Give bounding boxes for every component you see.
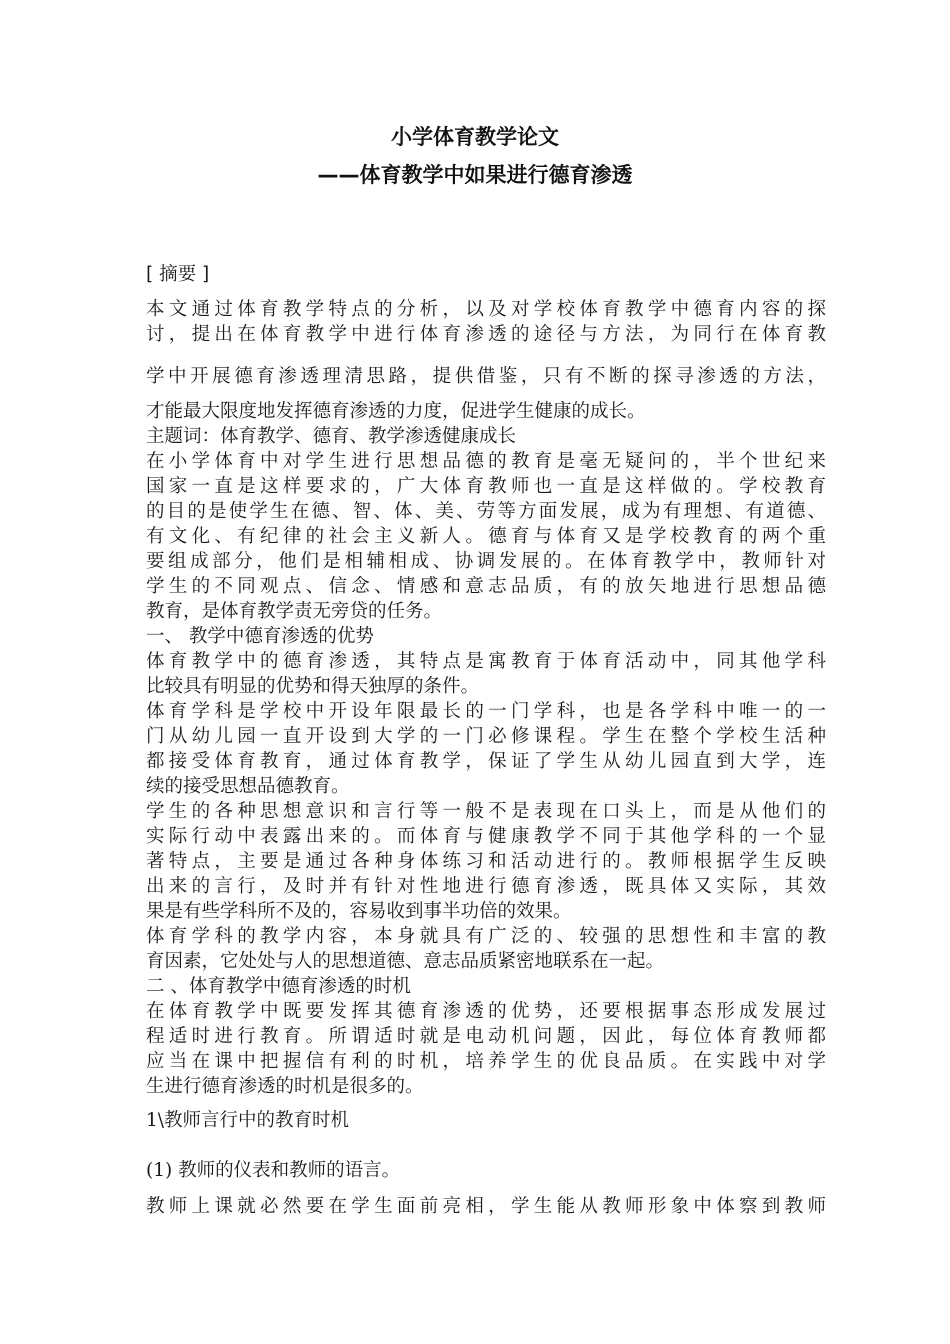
body-line: 门从幼儿园一直开设到大学的一门必修课程。学生在整个学校生活种 xyxy=(146,726,826,747)
body-line: 果是有些学科所不及的，容易收到事半功倍的效果。 xyxy=(146,901,572,922)
body-line: 体育学科是学校中开设年限最长的一门学科，也是各学科中唯一的一 xyxy=(146,701,826,722)
body-line: 国家一直是这样要求的，广大体育教师也一直是这样做的。学校教育 xyxy=(146,476,826,497)
body-line: 在体育教学中既要发挥其德育渗透的优势，还要根据事态形成发展过 xyxy=(146,1001,826,1022)
subsection-heading-text: 1\教师言行中的教育时机 xyxy=(146,1110,350,1131)
sub-item xyxy=(146,1158,826,1183)
paragraph-start xyxy=(146,1194,826,1219)
body-line: 出来的言行，及时并有针对性地进行德育渗透，既具体又实际，其效 xyxy=(146,876,826,897)
abstract-label: [ 摘要 ] xyxy=(146,264,210,285)
abstract-line: 本文通过体育教学特点的分析，以及对学校体育教学中德育内容的探 xyxy=(146,299,826,320)
document-title: 小学体育教学论文 xyxy=(391,125,559,149)
abstract-line: 讨，提出在体育教学中进行体育渗透的途径与方法，为同行在体育教 xyxy=(146,324,826,345)
body-text xyxy=(146,424,826,1099)
body-line: 比较具有明显的优势和得天独厚的条件。 xyxy=(146,676,480,697)
body-line: 学生的不同观点、信念、情感和意志品质，有的放矢地进行思想品德 xyxy=(146,576,826,597)
body-line: 教育，是体育教学责无旁贷的任务。 xyxy=(146,601,443,622)
keywords-line: 主题词：体育教学、德育、教学渗透健康成长 xyxy=(146,426,517,447)
body-line: 应当在课中把握信有利的时机，培养学生的优良品质。在实践中对学 xyxy=(146,1051,826,1072)
body-line: 著特点，主要是通过各种身体练习和活动进行的。教师根据学生反映 xyxy=(146,851,826,872)
body-line: 体育教学中的德育渗透，其特点是寓教育于体育活动中，同其他学科 xyxy=(146,651,826,672)
subsection-heading xyxy=(146,1108,826,1133)
sub-item-text: (1) 教师的仪表和教师的语言。 xyxy=(146,1160,401,1181)
abstract-line: 才能最大限度地发挥德育渗透的力度，促进学生健康的成长。 xyxy=(146,401,646,422)
body-line: 的目的是使学生在德、智、体、美、劳等方面发展，成为有理想、有道德、 xyxy=(146,501,826,522)
body-line: 体育学科的教学内容，本身就具有广泛的、较强的思想性和丰富的教 xyxy=(146,926,826,947)
body-line: 都接受体育教育，通过体育教学，保证了学生从幼儿园直到大学，连 xyxy=(146,751,826,772)
section-heading: 一、 教学中德育渗透的优势 xyxy=(146,626,374,647)
body-line: 生进行德育渗透的时机是很多的。 xyxy=(146,1076,424,1097)
body-line: 实际行动中表露出来的。而体育与健康教学不同于其他学科的一个显 xyxy=(146,826,826,847)
document-subtitle: ——体育教学中如果进行德育渗透 xyxy=(317,163,633,187)
abstract-paragraph-end xyxy=(146,399,826,424)
body-line: 程适时进行教育。所谓适时就是电动机问题，因此，每位体育教师都 xyxy=(146,1026,826,1047)
body-line: 在小学体育中对学生进行思想品德的教育是毫无疑问的，半个世纪来 xyxy=(146,451,826,472)
abstract-paragraph xyxy=(146,297,826,347)
body-line: 续的接受思想品德教育。 xyxy=(146,776,350,797)
body-line: 有文化、有纪律的社会主义新人。德育与体育又是学校教育的两个重 xyxy=(146,526,826,547)
body-line: 育因素，它处处与人的思想道德、意志品质紧密地联系在一起。 xyxy=(146,951,665,972)
abstract-paragraph-cont xyxy=(146,364,826,389)
section-heading: 二 、体育教学中德育渗透的时机 xyxy=(146,976,411,997)
abstract-line: 学中开展德育渗透理清思路，提供借鉴，只有不断的探寻渗透的方法， xyxy=(146,366,826,387)
body-line: 学生的各种思想意识和言行等一般不是表现在口头上，而是从他们的 xyxy=(146,801,826,822)
body-line: 要组成部分，他们是相辅相成、协调发展的。在体育教学中，教师针对 xyxy=(146,551,826,572)
body-line: 教师上课就必然要在学生面前亮相，学生能从教师形象中体察到教师 xyxy=(146,1196,826,1217)
